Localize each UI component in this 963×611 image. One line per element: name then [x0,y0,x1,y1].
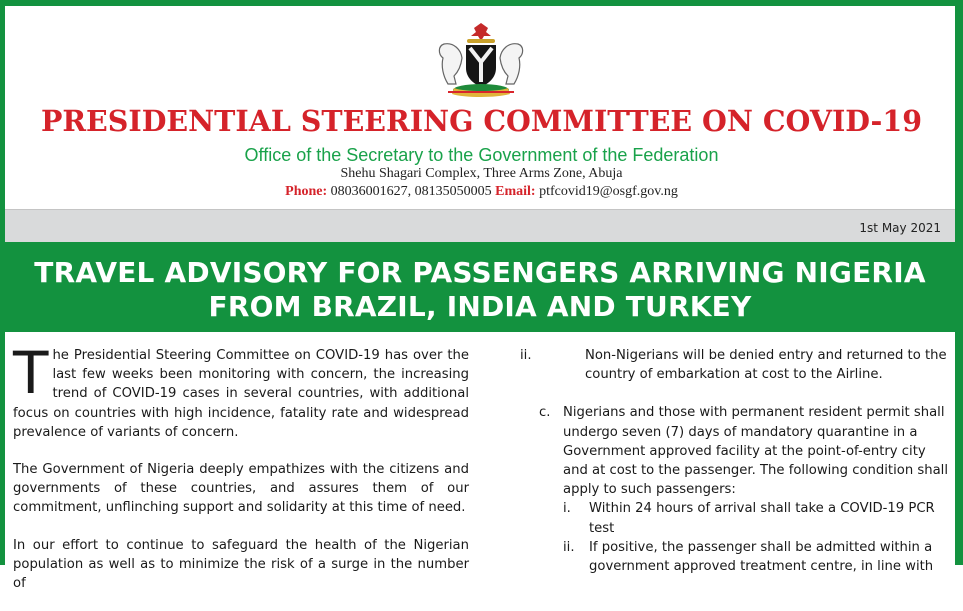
committee-name: PRESIDENTIAL STEERING COMMITTEE ON COVID-19 [40,104,923,138]
office-name: Office of the Secretary to the Government of the Federation [244,145,719,165]
left-column [13,339,469,611]
intro-paragraph [13,339,469,442]
advisory-title [5,256,955,324]
effort-paragraph: In our effort to continue to safeguard the health of the Nigerian population as well as to minimize the risk of a surge in the number of [13,537,469,592]
contact-line [0,184,963,200]
list-letter: c. [539,405,551,421]
advisory-title-line-2: FROM BRAZIL, INDIA AND TURKEY [208,290,752,323]
date-bar [5,209,955,243]
title-banner [5,242,955,332]
empathy-paragraph: The Government of Nigeria deeply empathizes with the citizens and governments of these countries, and assures them of our commitment, unflinching support and solidarity at this time of need. [13,462,469,516]
green-border-right [955,0,963,565]
sub-item-ii [563,538,950,576]
sub-numeral: i. [563,501,571,517]
sub-item-text: Within 24 hours of arrival shall take a COVID-19 PCR test [589,501,935,536]
sub-item-i [563,499,950,537]
right-column [520,346,950,576]
advisory-title-line-1: TRAVEL ADVISORY FOR PASSENGERS ARRIVING NIGERIA [34,256,926,289]
phone-numbers: 08036001627, 08135050005 [330,184,492,199]
list-item-c [520,403,950,576]
drop-cap: T [13,339,49,407]
list-item-text: Non-Nigerians will be denied entry and returned to the country of embarkation at cost to the Airline. [585,348,947,383]
email-address: ptfcovid19@osgf.gov.ng [539,184,678,199]
sub-numeral: ii. [563,539,575,555]
sub-item-text: If positive, the passenger shall be admitted within a government approved treatment centre, in line with [589,539,934,575]
list-item-text: Nigerians and those with permanent resident permit shall undergo seven (7) days of mandatory quarantine in a Government approved facility at the point-of-entry city and at cost to the passenger. The following condition shall apply to such passengers: [563,405,949,498]
document-date: 1st May 2021 [859,221,941,235]
nigeria-coat-of-arms-icon [434,22,528,102]
email-label: Email: [495,184,536,199]
address: Shehu Shagari Complex, Three Arms Zone, Abuja [340,166,623,181]
green-border-top [0,0,963,6]
phone-label: Phone: [285,184,328,199]
intro-paragraph-text: he Presidential Steering Committee on COVID-19 has over the last few weeks been monitoring with concern, the increasing trend of COVID-19 cases in several countries, with additional focus on countries with high incidence, fatality rate and widespread prevalence of variants of concern. [13,348,469,440]
list-numeral: ii. [520,348,532,363]
list-item-ii [520,346,950,384]
